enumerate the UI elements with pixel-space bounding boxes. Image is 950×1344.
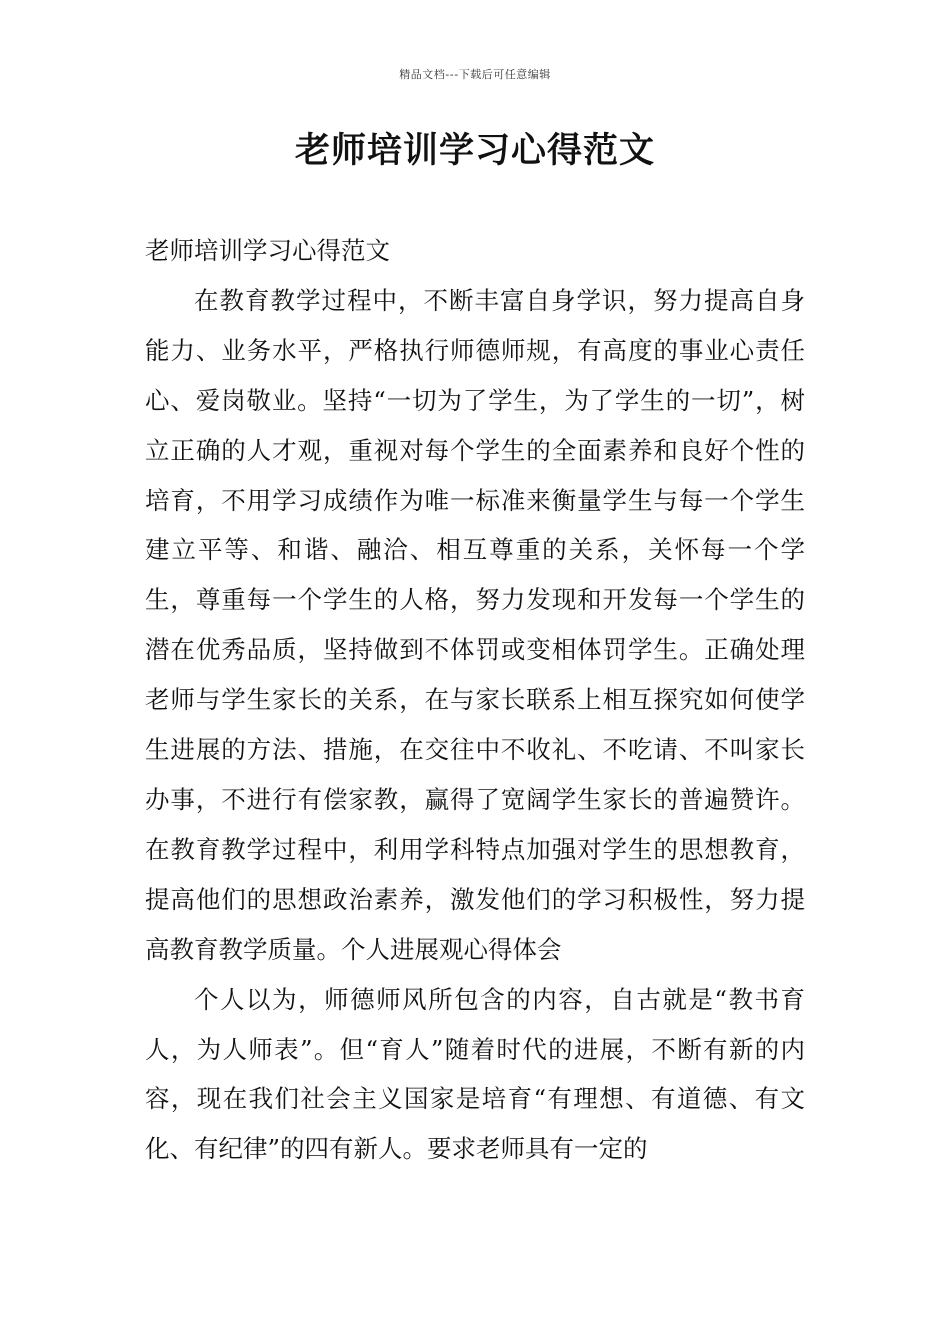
header-note: 精品文档---下载后可任意编辑: [399, 68, 551, 81]
paragraph-1: 在教育教学过程中，不断丰富自身学识，努力提高自身能力、业务水平，严格执行师德师规，有高度的事业心责任心、爱岗敬业。坚持“一切为了学生，为了学生的一切”，树立正确的人才观，重视对每个学生的全面素养和良好个性的培育，不用学习成绩作为唯一标准来衡量学生与每一个学生建立平等、和谐、融洽、相互尊重的关系，关怀每一个学生，尊重每一个学生的人格，努力发现和开发每一个学生的潜在优秀品质，坚持做到不体罚或变相体罚学生。正确处理老师与学生家长的关系，在与家长联系上相互探究如何使学生进展的方法、措施，在交往中不收礼、不吃请、不叫家长办事，不进行有偿家教，赢得了宽阔学生家长的普遍赞许。在教育教学过程中，利用学科特点加强对学生的思想教育，提高他们的思想政治素养，激发他们的学习积极性，努力提高教育教学质量。个人进展观心得体会: [145, 285, 805, 964]
document-title: 老师培训学习心得范文: [294, 131, 655, 171]
paragraph-2: 个人以为，师德师风所包含的内容，自古就是“教书育人，为人师表”。但“育人”随着时代的进展，不断有新的内容，现在我们社会主义国家是培育“有理想、有道德、有文化、有纪律”的四有新人。要求老师具有一定的: [145, 984, 805, 1164]
document-body: [145, 226, 805, 1174]
document-subtitle: 老师培训学习心得范文: [145, 236, 390, 265]
